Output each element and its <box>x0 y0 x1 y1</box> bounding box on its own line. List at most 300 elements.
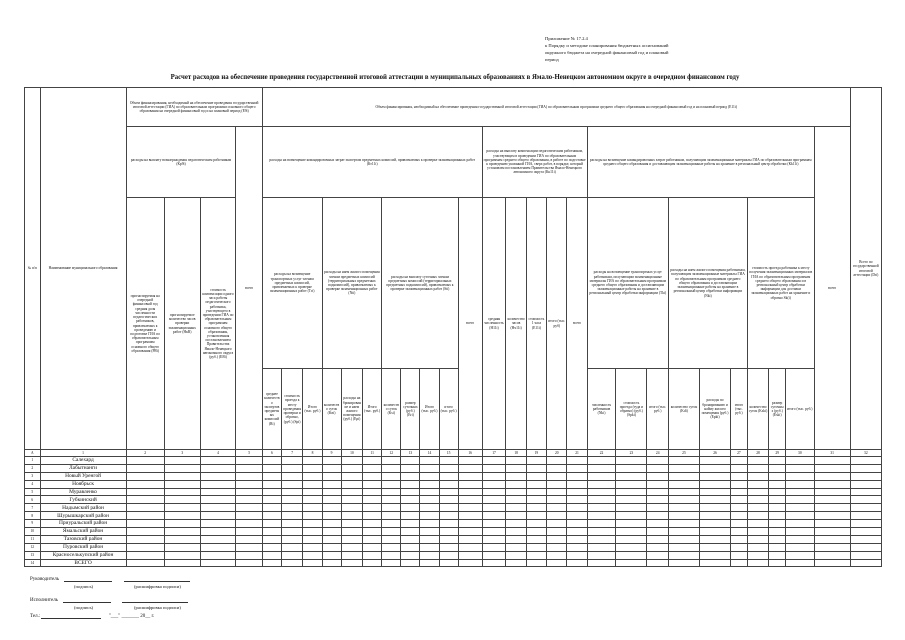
data-cell[interactable] <box>647 528 669 536</box>
data-cell[interactable] <box>616 472 647 480</box>
data-cell[interactable] <box>547 551 567 559</box>
data-cell[interactable] <box>769 504 786 512</box>
data-cell[interactable] <box>200 480 236 488</box>
data-cell[interactable] <box>401 480 420 488</box>
head-sign-line[interactable] <box>64 576 112 582</box>
data-cell[interactable] <box>363 496 382 504</box>
data-cell[interactable] <box>322 472 341 480</box>
data-cell[interactable] <box>526 520 546 528</box>
data-cell[interactable] <box>616 520 647 528</box>
data-cell[interactable] <box>814 464 850 472</box>
data-cell[interactable] <box>506 464 526 472</box>
data-cell[interactable] <box>281 520 303 528</box>
data-cell[interactable] <box>587 504 616 512</box>
data-cell[interactable] <box>363 559 382 567</box>
data-cell[interactable] <box>850 472 881 480</box>
data-cell[interactable] <box>814 472 850 480</box>
data-cell[interactable] <box>382 512 401 520</box>
data-cell[interactable] <box>814 528 850 536</box>
data-cell[interactable] <box>482 504 506 512</box>
data-cell[interactable] <box>200 457 236 465</box>
data-cell[interactable] <box>731 528 748 536</box>
data-cell[interactable] <box>786 520 815 528</box>
data-cell[interactable] <box>439 472 458 480</box>
data-cell[interactable] <box>567 512 587 520</box>
data-cell[interactable] <box>731 512 748 520</box>
data-cell[interactable] <box>200 528 236 536</box>
data-cell[interactable] <box>262 528 281 536</box>
data-cell[interactable] <box>547 496 567 504</box>
data-cell[interactable] <box>262 559 281 567</box>
data-cell[interactable] <box>506 512 526 520</box>
data-cell[interactable] <box>506 559 526 567</box>
data-cell[interactable] <box>587 480 616 488</box>
data-cell[interactable] <box>567 520 587 528</box>
data-cell[interactable] <box>616 504 647 512</box>
data-cell[interactable] <box>814 480 850 488</box>
data-cell[interactable] <box>769 480 786 488</box>
data-cell[interactable] <box>420 559 439 567</box>
data-cell[interactable] <box>526 551 546 559</box>
data-cell[interactable] <box>616 543 647 551</box>
data-cell[interactable] <box>700 520 731 528</box>
data-cell[interactable] <box>647 520 669 528</box>
data-cell[interactable] <box>236 543 262 551</box>
data-cell[interactable] <box>458 543 482 551</box>
data-cell[interactable] <box>731 520 748 528</box>
data-cell[interactable] <box>200 551 236 559</box>
data-cell[interactable] <box>236 488 262 496</box>
data-cell[interactable] <box>567 528 587 536</box>
data-cell[interactable] <box>567 551 587 559</box>
data-cell[interactable] <box>506 488 526 496</box>
data-cell[interactable] <box>126 520 164 528</box>
data-cell[interactable] <box>281 488 303 496</box>
data-cell[interactable] <box>281 551 303 559</box>
data-cell[interactable] <box>236 528 262 536</box>
data-cell[interactable] <box>786 472 815 480</box>
data-cell[interactable] <box>668 464 699 472</box>
data-cell[interactable] <box>700 457 731 465</box>
data-cell[interactable] <box>482 528 506 536</box>
data-cell[interactable] <box>401 535 420 543</box>
data-cell[interactable] <box>769 512 786 520</box>
data-cell[interactable] <box>126 457 164 465</box>
data-cell[interactable] <box>769 543 786 551</box>
data-cell[interactable] <box>420 520 439 528</box>
data-cell[interactable] <box>382 496 401 504</box>
data-cell[interactable] <box>420 535 439 543</box>
data-cell[interactable] <box>668 543 699 551</box>
data-cell[interactable] <box>616 551 647 559</box>
data-cell[interactable] <box>668 535 699 543</box>
data-cell[interactable] <box>322 528 341 536</box>
data-cell[interactable] <box>482 472 506 480</box>
data-cell[interactable] <box>439 512 458 520</box>
data-cell[interactable] <box>647 472 669 480</box>
data-cell[interactable] <box>506 457 526 465</box>
data-cell[interactable] <box>668 504 699 512</box>
data-cell[interactable] <box>420 504 439 512</box>
data-cell[interactable] <box>786 528 815 536</box>
data-cell[interactable] <box>731 464 748 472</box>
data-cell[interactable] <box>164 472 200 480</box>
data-cell[interactable] <box>281 559 303 567</box>
data-cell[interactable] <box>164 543 200 551</box>
data-cell[interactable] <box>547 480 567 488</box>
data-cell[interactable] <box>547 559 567 567</box>
data-cell[interactable] <box>647 480 669 488</box>
data-cell[interactable] <box>587 488 616 496</box>
data-cell[interactable] <box>341 520 363 528</box>
data-cell[interactable] <box>587 496 616 504</box>
data-cell[interactable] <box>363 535 382 543</box>
data-cell[interactable] <box>126 543 164 551</box>
data-cell[interactable] <box>303 472 322 480</box>
data-cell[interactable] <box>526 457 546 465</box>
data-cell[interactable] <box>126 551 164 559</box>
data-cell[interactable] <box>363 488 382 496</box>
data-cell[interactable] <box>567 543 587 551</box>
data-cell[interactable] <box>281 457 303 465</box>
data-cell[interactable] <box>322 543 341 551</box>
data-cell[interactable] <box>786 496 815 504</box>
data-cell[interactable] <box>126 504 164 512</box>
data-cell[interactable] <box>647 457 669 465</box>
data-cell[interactable] <box>647 543 669 551</box>
data-cell[interactable] <box>341 496 363 504</box>
data-cell[interactable] <box>814 488 850 496</box>
data-cell[interactable] <box>164 480 200 488</box>
data-cell[interactable] <box>769 520 786 528</box>
data-cell[interactable] <box>200 559 236 567</box>
data-cell[interactable] <box>731 472 748 480</box>
data-cell[interactable] <box>731 480 748 488</box>
data-cell[interactable] <box>769 551 786 559</box>
data-cell[interactable] <box>420 496 439 504</box>
data-cell[interactable] <box>668 551 699 559</box>
data-cell[interactable] <box>164 535 200 543</box>
data-cell[interactable] <box>200 496 236 504</box>
data-cell[interactable] <box>786 559 815 567</box>
data-cell[interactable] <box>401 488 420 496</box>
data-cell[interactable] <box>322 488 341 496</box>
data-cell[interactable] <box>262 543 281 551</box>
data-cell[interactable] <box>850 535 881 543</box>
data-cell[interactable] <box>814 543 850 551</box>
data-cell[interactable] <box>458 472 482 480</box>
data-cell[interactable] <box>236 559 262 567</box>
data-cell[interactable] <box>164 520 200 528</box>
data-cell[interactable] <box>526 472 546 480</box>
data-cell[interactable] <box>164 528 200 536</box>
data-cell[interactable] <box>647 464 669 472</box>
data-cell[interactable] <box>126 535 164 543</box>
data-cell[interactable] <box>341 528 363 536</box>
data-cell[interactable] <box>526 512 546 520</box>
data-cell[interactable] <box>506 543 526 551</box>
data-cell[interactable] <box>236 496 262 504</box>
data-cell[interactable] <box>303 528 322 536</box>
data-cell[interactable] <box>587 543 616 551</box>
data-cell[interactable] <box>458 520 482 528</box>
data-cell[interactable] <box>647 512 669 520</box>
data-cell[interactable] <box>439 559 458 567</box>
data-cell[interactable] <box>322 551 341 559</box>
data-cell[interactable] <box>700 512 731 520</box>
data-cell[interactable] <box>281 543 303 551</box>
data-cell[interactable] <box>401 472 420 480</box>
data-cell[interactable] <box>616 480 647 488</box>
data-cell[interactable] <box>482 496 506 504</box>
data-cell[interactable] <box>322 496 341 504</box>
data-cell[interactable] <box>526 464 546 472</box>
data-cell[interactable] <box>341 559 363 567</box>
data-cell[interactable] <box>126 496 164 504</box>
data-cell[interactable] <box>322 504 341 512</box>
data-cell[interactable] <box>363 543 382 551</box>
data-cell[interactable] <box>731 535 748 543</box>
data-cell[interactable] <box>382 520 401 528</box>
data-cell[interactable] <box>382 535 401 543</box>
data-cell[interactable] <box>322 464 341 472</box>
data-cell[interactable] <box>382 543 401 551</box>
data-cell[interactable] <box>262 464 281 472</box>
data-cell[interactable] <box>786 480 815 488</box>
data-cell[interactable] <box>769 535 786 543</box>
data-cell[interactable] <box>458 551 482 559</box>
data-cell[interactable] <box>616 496 647 504</box>
data-cell[interactable] <box>786 512 815 520</box>
data-cell[interactable] <box>322 535 341 543</box>
data-cell[interactable] <box>647 496 669 504</box>
data-cell[interactable] <box>731 551 748 559</box>
data-cell[interactable] <box>401 551 420 559</box>
data-cell[interactable] <box>731 488 748 496</box>
data-cell[interactable] <box>850 488 881 496</box>
data-cell[interactable] <box>126 472 164 480</box>
data-cell[interactable] <box>303 512 322 520</box>
data-cell[interactable] <box>850 520 881 528</box>
data-cell[interactable] <box>458 535 482 543</box>
data-cell[interactable] <box>769 464 786 472</box>
data-cell[interactable] <box>281 472 303 480</box>
data-cell[interactable] <box>814 504 850 512</box>
data-cell[interactable] <box>786 457 815 465</box>
head-decode-line[interactable] <box>124 576 190 582</box>
data-cell[interactable] <box>700 464 731 472</box>
data-cell[interactable] <box>616 535 647 543</box>
data-cell[interactable] <box>439 528 458 536</box>
data-cell[interactable] <box>439 496 458 504</box>
date-field[interactable]: "___" _______ 20__ г. <box>108 614 155 619</box>
data-cell[interactable] <box>341 472 363 480</box>
data-cell[interactable] <box>341 535 363 543</box>
data-cell[interactable] <box>731 496 748 504</box>
data-cell[interactable] <box>769 472 786 480</box>
data-cell[interactable] <box>439 504 458 512</box>
data-cell[interactable] <box>526 559 546 567</box>
data-cell[interactable] <box>458 496 482 504</box>
data-cell[interactable] <box>262 512 281 520</box>
data-cell[interactable] <box>322 480 341 488</box>
data-cell[interactable] <box>850 464 881 472</box>
data-cell[interactable] <box>341 504 363 512</box>
data-cell[interactable] <box>382 504 401 512</box>
data-cell[interactable] <box>164 496 200 504</box>
data-cell[interactable] <box>382 457 401 465</box>
data-cell[interactable] <box>747 488 769 496</box>
data-cell[interactable] <box>526 543 546 551</box>
data-cell[interactable] <box>322 512 341 520</box>
data-cell[interactable] <box>420 528 439 536</box>
data-cell[interactable] <box>547 512 567 520</box>
data-cell[interactable] <box>363 520 382 528</box>
data-cell[interactable] <box>850 504 881 512</box>
data-cell[interactable] <box>420 512 439 520</box>
data-cell[interactable] <box>363 528 382 536</box>
data-cell[interactable] <box>567 488 587 496</box>
data-cell[interactable] <box>567 559 587 567</box>
data-cell[interactable] <box>382 464 401 472</box>
data-cell[interactable] <box>850 496 881 504</box>
data-cell[interactable] <box>616 488 647 496</box>
data-cell[interactable] <box>439 543 458 551</box>
data-cell[interactable] <box>850 512 881 520</box>
data-cell[interactable] <box>700 528 731 536</box>
data-cell[interactable] <box>482 464 506 472</box>
data-cell[interactable] <box>303 535 322 543</box>
data-cell[interactable] <box>200 520 236 528</box>
data-cell[interactable] <box>747 464 769 472</box>
data-cell[interactable] <box>814 496 850 504</box>
data-cell[interactable] <box>303 488 322 496</box>
data-cell[interactable] <box>647 488 669 496</box>
data-cell[interactable] <box>200 464 236 472</box>
data-cell[interactable] <box>700 559 731 567</box>
data-cell[interactable] <box>420 472 439 480</box>
data-cell[interactable] <box>786 551 815 559</box>
data-cell[interactable] <box>567 496 587 504</box>
data-cell[interactable] <box>747 504 769 512</box>
data-cell[interactable] <box>262 472 281 480</box>
data-cell[interactable] <box>458 488 482 496</box>
data-cell[interactable] <box>458 457 482 465</box>
data-cell[interactable] <box>482 520 506 528</box>
data-cell[interactable] <box>506 535 526 543</box>
data-cell[interactable] <box>482 535 506 543</box>
data-cell[interactable] <box>236 535 262 543</box>
data-cell[interactable] <box>700 535 731 543</box>
data-cell[interactable] <box>164 559 200 567</box>
data-cell[interactable] <box>616 464 647 472</box>
data-cell[interactable] <box>458 559 482 567</box>
data-cell[interactable] <box>281 512 303 520</box>
data-cell[interactable] <box>363 457 382 465</box>
data-cell[interactable] <box>164 457 200 465</box>
data-cell[interactable] <box>164 504 200 512</box>
data-cell[interactable] <box>126 528 164 536</box>
data-cell[interactable] <box>567 480 587 488</box>
data-cell[interactable] <box>482 512 506 520</box>
data-cell[interactable] <box>200 543 236 551</box>
data-cell[interactable] <box>647 551 669 559</box>
data-cell[interactable] <box>439 488 458 496</box>
data-cell[interactable] <box>700 488 731 496</box>
data-cell[interactable] <box>547 504 567 512</box>
data-cell[interactable] <box>303 457 322 465</box>
data-cell[interactable] <box>668 457 699 465</box>
data-cell[interactable] <box>747 480 769 488</box>
data-cell[interactable] <box>700 543 731 551</box>
data-cell[interactable] <box>281 480 303 488</box>
data-cell[interactable] <box>526 488 546 496</box>
data-cell[interactable] <box>401 512 420 520</box>
data-cell[interactable] <box>262 535 281 543</box>
data-cell[interactable] <box>814 520 850 528</box>
data-cell[interactable] <box>439 464 458 472</box>
data-cell[interactable] <box>506 472 526 480</box>
data-cell[interactable] <box>769 457 786 465</box>
data-cell[interactable] <box>262 496 281 504</box>
data-cell[interactable] <box>382 488 401 496</box>
data-cell[interactable] <box>281 504 303 512</box>
data-cell[interactable] <box>303 543 322 551</box>
data-cell[interactable] <box>401 543 420 551</box>
data-cell[interactable] <box>164 464 200 472</box>
data-cell[interactable] <box>458 528 482 536</box>
data-cell[interactable] <box>814 551 850 559</box>
data-cell[interactable] <box>482 551 506 559</box>
data-cell[interactable] <box>769 528 786 536</box>
data-cell[interactable] <box>769 488 786 496</box>
data-cell[interactable] <box>616 528 647 536</box>
data-cell[interactable] <box>262 504 281 512</box>
data-cell[interactable] <box>363 512 382 520</box>
data-cell[interactable] <box>236 472 262 480</box>
data-cell[interactable] <box>700 472 731 480</box>
data-cell[interactable] <box>236 551 262 559</box>
data-cell[interactable] <box>567 464 587 472</box>
data-cell[interactable] <box>281 464 303 472</box>
data-cell[interactable] <box>587 535 616 543</box>
data-cell[interactable] <box>567 457 587 465</box>
data-cell[interactable] <box>547 520 567 528</box>
data-cell[interactable] <box>850 551 881 559</box>
data-cell[interactable] <box>506 528 526 536</box>
data-cell[interactable] <box>236 464 262 472</box>
data-cell[interactable] <box>458 464 482 472</box>
data-cell[interactable] <box>850 559 881 567</box>
data-cell[interactable] <box>439 520 458 528</box>
data-cell[interactable] <box>668 488 699 496</box>
data-cell[interactable] <box>420 480 439 488</box>
data-cell[interactable] <box>747 512 769 520</box>
data-cell[interactable] <box>303 520 322 528</box>
data-cell[interactable] <box>547 464 567 472</box>
data-cell[interactable] <box>401 559 420 567</box>
data-cell[interactable] <box>164 551 200 559</box>
data-cell[interactable] <box>526 504 546 512</box>
data-cell[interactable] <box>341 551 363 559</box>
data-cell[interactable] <box>341 543 363 551</box>
data-cell[interactable] <box>200 512 236 520</box>
data-cell[interactable] <box>420 551 439 559</box>
data-cell[interactable] <box>322 559 341 567</box>
data-cell[interactable] <box>200 488 236 496</box>
data-cell[interactable] <box>587 472 616 480</box>
data-cell[interactable] <box>482 480 506 488</box>
